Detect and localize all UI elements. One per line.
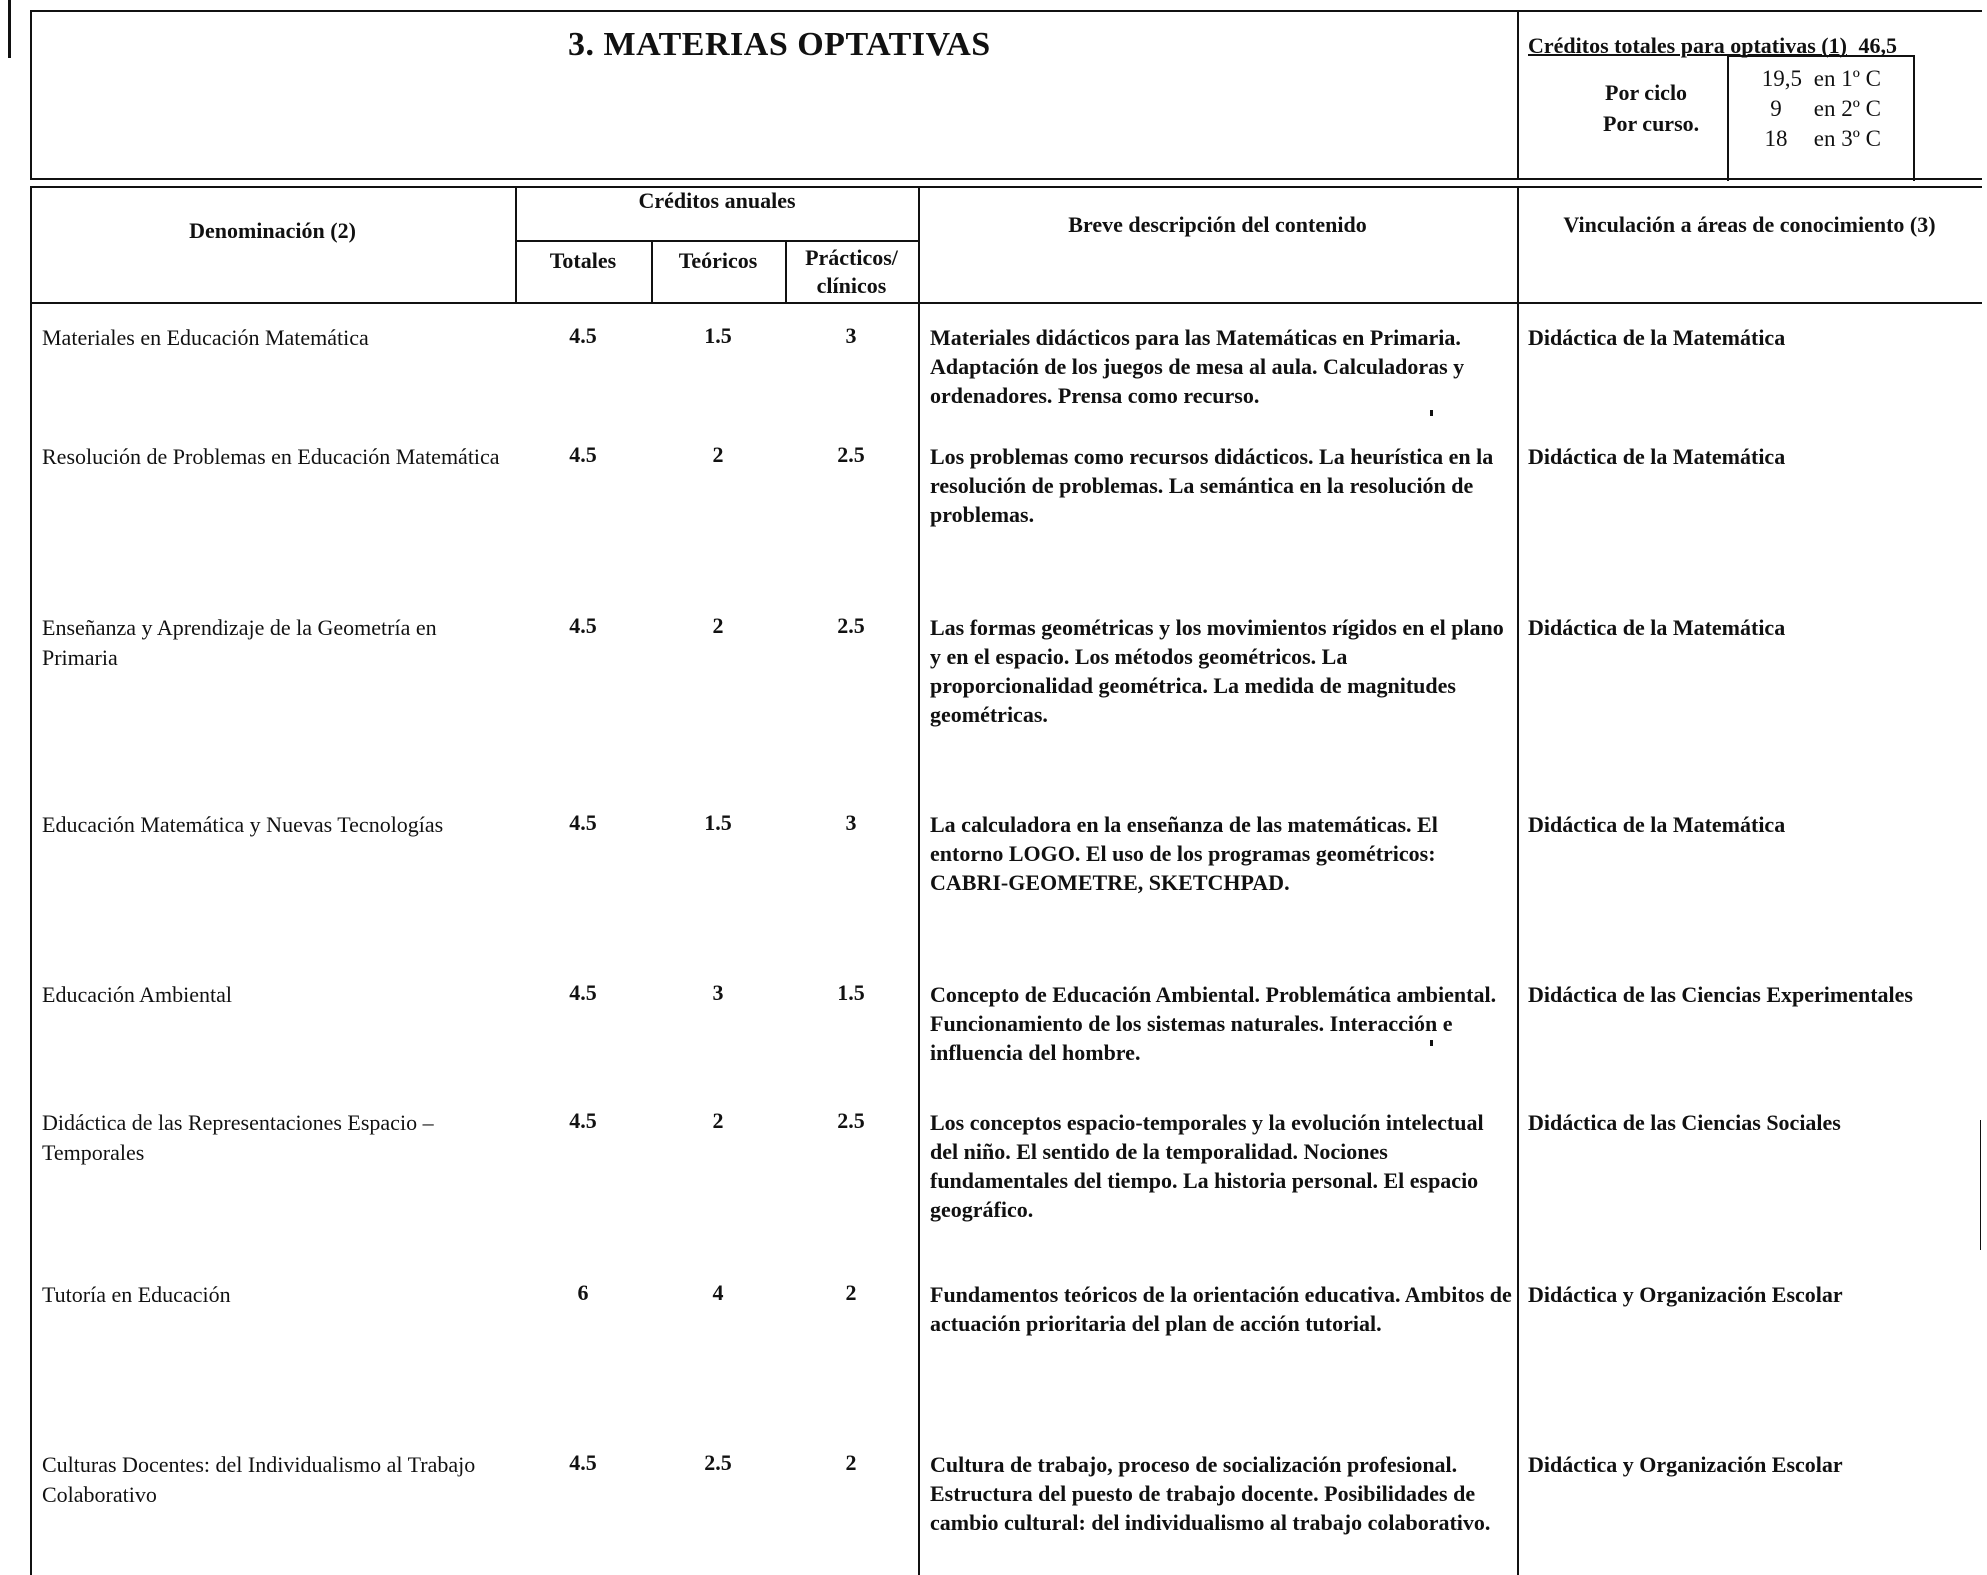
row-descripcion: La calculadora en la enseñanza de las matemáticas. El entorno LOGO. El uso de los programas geométricos: CABRI-GEOMETRE, SKETCHPAD. xyxy=(930,812,1438,895)
row-totales: 6 xyxy=(577,1280,589,1305)
curso-credits-list xyxy=(1740,66,1910,156)
row-denominacion: Enseñanza y Aprendizaje de la Geometría en Primaria xyxy=(42,615,437,670)
row-denominacion: Materiales en Educación Matemática xyxy=(42,325,369,350)
row-denominacion: Educación Matemática y Nuevas Tecnologías xyxy=(42,812,444,837)
row-descripcion: Concepto de Educación Ambiental. Problemática ambiental. Funcionamiento de los sistemas naturales. Interacción e influencia del hombre. xyxy=(930,982,1497,1065)
row-totales: 4.5 xyxy=(569,442,597,467)
col-header-totales: Totales xyxy=(549,248,617,273)
row-teoricos: 1.5 xyxy=(704,810,732,835)
creditos-totales-text: Créditos totales para optativas (1) xyxy=(1528,33,1847,58)
row-teoricos: 3 xyxy=(712,980,724,1005)
row-descripcion: Los conceptos espacio-temporales y la evolución intelectual del niño. El sentido de la temporalidad. Nociones fundamentales del tiempo. La historia personal. El espacio geográfico. xyxy=(930,1110,1484,1222)
curso-credits: 19,5 xyxy=(1761,66,1802,91)
row-area: Didáctica de la Matemática xyxy=(1528,812,1786,837)
row-totales: 4.5 xyxy=(569,1108,597,1133)
creditos-totales-label xyxy=(1528,33,1897,59)
col-header-descripcion: Breve descripción del contenido xyxy=(1068,212,1367,237)
col-header-denominacion: Denominación (2) xyxy=(189,218,356,243)
colheader-bottom-border xyxy=(30,302,1982,304)
header-left-border xyxy=(30,10,32,180)
page-margin-mark xyxy=(8,0,11,58)
scan-speck xyxy=(1430,1040,1433,1046)
col-header-vinculacion: Vinculación a áreas de conocimiento (3) xyxy=(1563,212,1936,237)
por-curso-label: Por curso. xyxy=(1603,111,1700,136)
row-area: Didáctica y Organización Escolar xyxy=(1528,1452,1843,1477)
col-header-practicos-line1: Prácticos/ xyxy=(805,245,898,270)
row-denominacion: Resolución de Problemas en Educación Matemática xyxy=(42,444,500,469)
header-bottom-border xyxy=(30,178,1982,180)
curso-course: en 3º C xyxy=(1813,126,1881,151)
row-teoricos: 2 xyxy=(712,613,724,638)
row-totales: 4.5 xyxy=(569,810,597,835)
row-totales: 4.5 xyxy=(569,323,597,348)
colheader-top-border xyxy=(30,186,1982,188)
col-line-desc xyxy=(918,186,920,1575)
creditos-subheader-line xyxy=(515,240,919,242)
row-practicos: 2 xyxy=(845,1280,857,1305)
curso-row-2 xyxy=(1740,96,1910,126)
row-teoricos: 2.5 xyxy=(704,1450,732,1475)
curso-course: en 2º C xyxy=(1813,96,1881,121)
curso-credits: 18 xyxy=(1764,126,1788,151)
header-divider xyxy=(1517,10,1519,180)
row-area: Didáctica de la Matemática xyxy=(1528,615,1786,640)
col-header-practicos xyxy=(785,244,918,300)
col-line-left xyxy=(30,186,32,1575)
row-practicos: 2.5 xyxy=(837,1108,865,1133)
row-area: Didáctica de la Matemática xyxy=(1528,444,1786,469)
row-area: Didáctica de las Ciencias Experimentales xyxy=(1528,982,1913,1007)
row-practicos: 2.5 xyxy=(837,442,865,467)
row-area: Didáctica de la Matemática xyxy=(1528,325,1786,350)
row-denominacion: Tutoría en Educación xyxy=(42,1282,231,1307)
curso-course: en 1º C xyxy=(1813,66,1881,91)
row-practicos: 3 xyxy=(845,810,857,835)
row-totales: 4.5 xyxy=(569,613,597,638)
row-descripcion: Cultura de trabajo, proceso de socialización profesional. Estructura del puesto de trabajo docente. Posibilidades de cambio cultural: del individualismo al trabajo colaborativo. xyxy=(930,1452,1491,1535)
row-teoricos: 1.5 xyxy=(704,323,732,348)
row-practicos: 2.5 xyxy=(837,613,865,638)
page-title: 3. MATERIAS OPTATIVAS xyxy=(568,26,991,63)
row-practicos: 2 xyxy=(845,1450,857,1475)
row-area: Didáctica y Organización Escolar xyxy=(1528,1282,1843,1307)
curso-row-3 xyxy=(1740,126,1910,156)
creditos-totales-value: 46,5 xyxy=(1858,33,1897,58)
row-practicos: 1.5 xyxy=(837,980,865,1005)
col-line-area xyxy=(1517,186,1519,1575)
row-descripcion: Las formas geométricas y los movimientos rígidos en el plano y en el espacio. Los métodos geométricos. La proporcionalidad geométrica. La medida de magnitudes geométricas. xyxy=(930,615,1504,727)
col-header-practicos-line2: clínicos xyxy=(816,273,887,298)
row-practicos: 3 xyxy=(845,323,857,348)
por-ciclo-label: Por ciclo xyxy=(1605,80,1688,105)
row-teoricos: 2 xyxy=(712,1108,724,1133)
row-teoricos: 4 xyxy=(712,1280,724,1305)
row-denominacion: Educación Ambiental xyxy=(42,982,232,1007)
row-totales: 4.5 xyxy=(569,980,597,1005)
col-header-teoricos: Teóricos xyxy=(678,248,758,273)
row-area: Didáctica de las Ciencias Sociales xyxy=(1528,1110,1841,1135)
row-teoricos: 2 xyxy=(712,442,724,467)
curso-row-1 xyxy=(1740,66,1910,96)
row-denominacion: Culturas Docentes: del Individualismo al Trabajo Colaborativo xyxy=(42,1452,476,1507)
scan-speck xyxy=(1430,410,1433,416)
col-line-right-partial xyxy=(1980,1120,1981,1250)
row-descripcion: Fundamentos teóricos de la orientación educativa. Ambitos de actuación prioritaria del plan de acción tutorial. xyxy=(930,1282,1512,1336)
row-denominacion: Didáctica de las Representaciones Espacio – Temporales xyxy=(42,1110,434,1165)
row-descripcion: Los problemas como recursos didácticos. La heurística en la resolución de problemas. La semántica en la resolución de problemas. xyxy=(930,444,1494,527)
curso-credits: 9 xyxy=(1770,96,1782,121)
col-header-creditos-anuales: Créditos anuales xyxy=(638,188,796,213)
header-top-border xyxy=(30,10,1982,12)
row-descripcion: Materiales didácticos para las Matemáticas en Primaria. Adaptación de los juegos de mesa al aula. Calculadoras y ordenadores. Prensa como recurso. xyxy=(930,325,1465,408)
row-totales: 4.5 xyxy=(569,1450,597,1475)
